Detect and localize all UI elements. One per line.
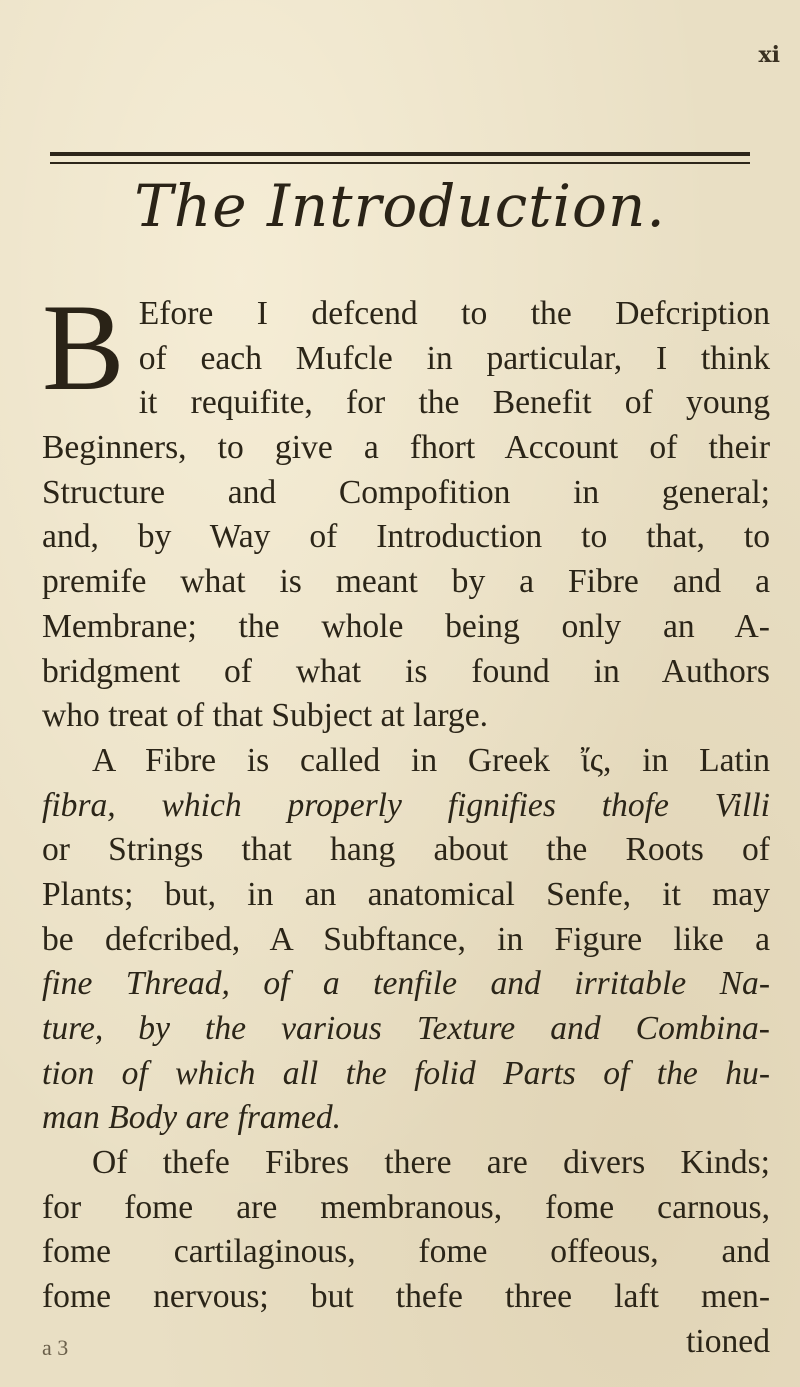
- drop-cap: B: [42, 279, 125, 416]
- text-line: tion of which all the folid Parts of the hu-: [42, 1054, 770, 1092]
- text-line: Structure and Compofition in general;: [42, 473, 770, 511]
- section-heading: The Introduction.: [134, 172, 666, 240]
- signature-mark: a 3: [42, 1334, 69, 1360]
- top-rule-thin: [50, 162, 750, 164]
- text-line: Membrane; the whole being only an A-: [42, 607, 770, 645]
- text-line: Beginners, to give a fhort Account of their: [42, 429, 770, 467]
- text-line: be defcribed, A Subftance, in Figure like a: [42, 920, 770, 958]
- text-line: or Strings that hang about the Roots of: [42, 831, 770, 869]
- text-line: A Fibre is called in Greek ἴς, in Latin: [92, 741, 770, 779]
- catchword: tioned: [686, 1322, 770, 1360]
- text-line: Efore I defcend to the Defcription: [138, 295, 770, 332]
- catchword-line: [42, 1320, 770, 1365]
- body-text: [42, 279, 770, 1371]
- text-line: ture, by the various Texture and Combina-: [42, 1010, 770, 1047]
- text-line: Plants; but, in an anatomical Senfe, it may: [42, 875, 770, 913]
- top-rule-thick: [50, 152, 750, 156]
- text-line: fome cartilaginous, fome offeous, and: [42, 1233, 770, 1271]
- text-line: Of thefe Fibres there are divers Kinds;: [92, 1144, 770, 1182]
- text-line: fome nervous; but thefe three laft men-: [42, 1278, 770, 1316]
- text-line: fine Thread, of a tenfile and irritable Na-: [42, 965, 770, 1003]
- text-line: who treat of that Subject at large.: [42, 697, 489, 735]
- text-line: fibra, which properly fignifies thofe Villi: [42, 786, 770, 824]
- text-line: premife what is meant by a Fibre and a: [42, 563, 770, 601]
- text-line: bridgment of what is found in Authors: [42, 652, 770, 690]
- text-line: it requifite, for the Benefit of young: [138, 384, 770, 422]
- text-line: man Body are framed.: [42, 1099, 342, 1137]
- text-line: for fome are membranous, fome carnous,: [42, 1188, 770, 1226]
- text-line: and, by Way of Introduction to that, to: [42, 518, 770, 556]
- text-line: of each Mufcle in particular, I think: [138, 339, 770, 377]
- page-number: xi: [758, 42, 780, 68]
